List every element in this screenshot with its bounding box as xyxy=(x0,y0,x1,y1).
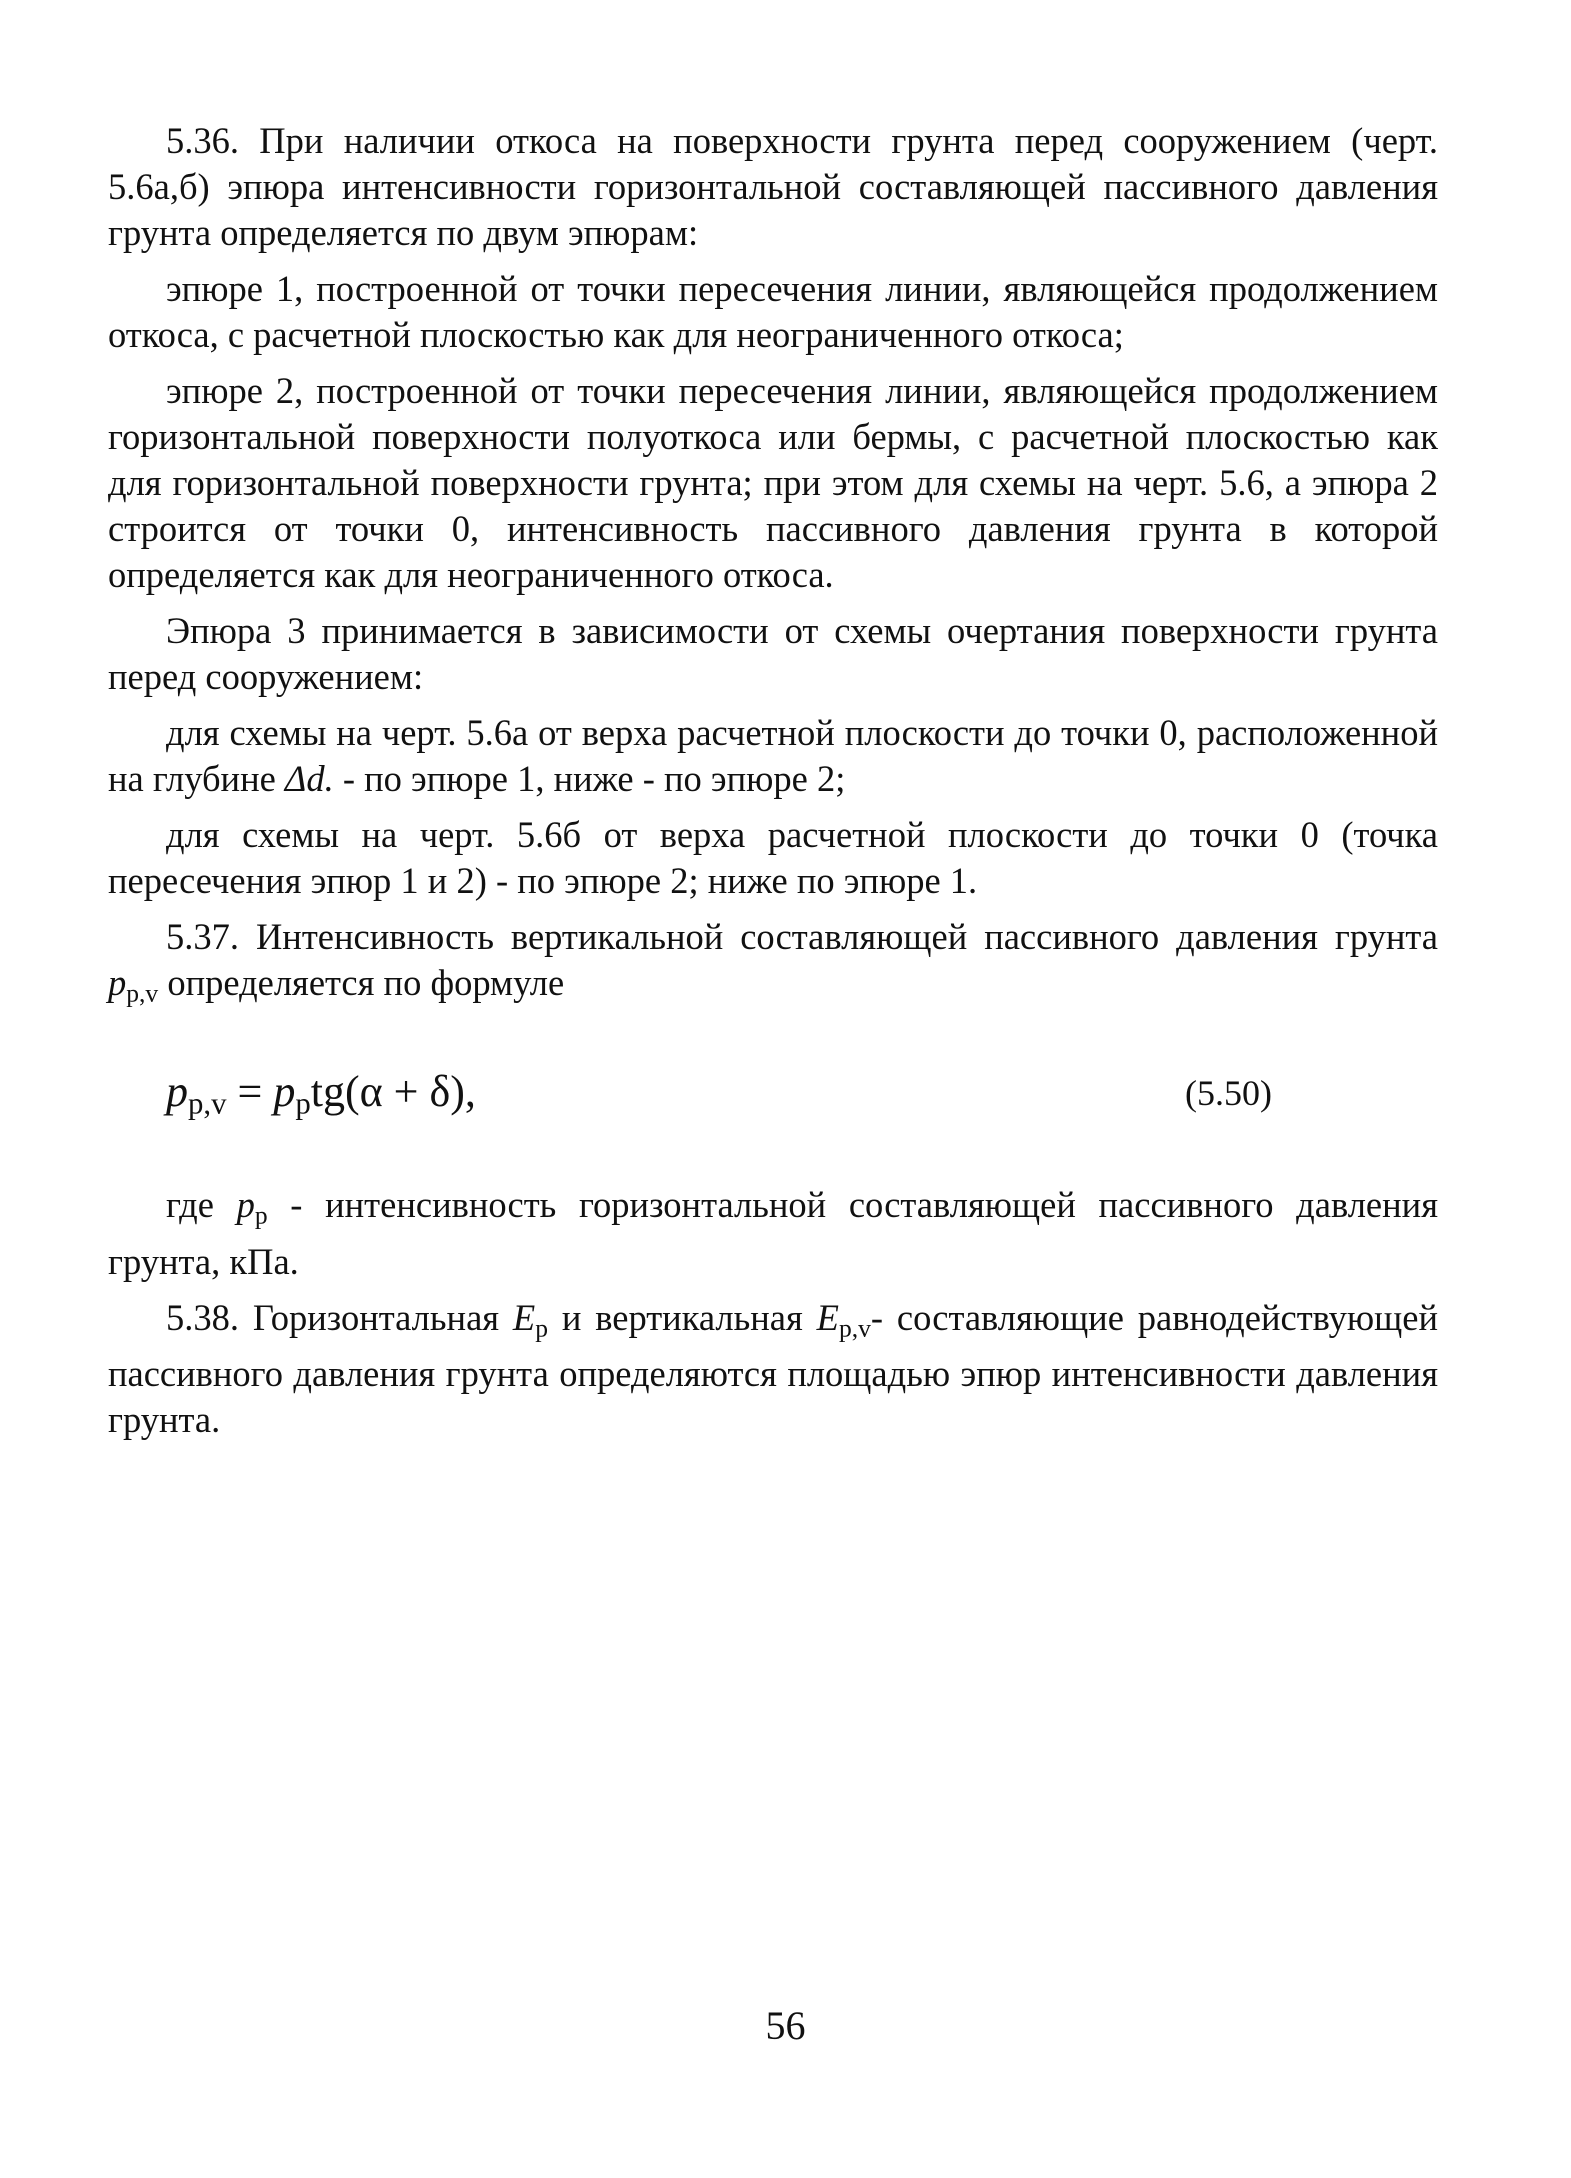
formula-rhs-sub: p xyxy=(295,1087,311,1122)
pp-symbol xyxy=(236,1184,268,1230)
paragraph-5-37-tail: определяется по формуле xyxy=(158,962,565,1003)
paragraph-5-37 xyxy=(108,914,1438,1016)
formula-lhs-sub: p,v xyxy=(188,1087,227,1122)
document-page xyxy=(108,118,1438,1453)
paragraph-scheme-6a-text: для схемы на черт. 5.6а от верха расчетной плоскости до точки 0, расположенной на глубине xyxy=(108,712,1438,799)
epv-symbol xyxy=(816,1296,871,1343)
paragraph-scheme-6a-tail: - по эпюре 1, ниже - по эпюре 2; xyxy=(333,758,846,799)
paragraph-where-pp xyxy=(108,1182,1438,1284)
page-number: 56 xyxy=(765,2003,806,2048)
paragraph-where-lead: где xyxy=(166,1184,237,1226)
epv-symbol-sub: p,v xyxy=(838,1313,871,1343)
ppv-symbol xyxy=(108,962,159,1008)
ppv-symbol-sub: p,v xyxy=(126,978,159,1008)
paragraph-epure-1: эпюре 1, построенной от точки пересечения линии, являющейся продолжением откоса, с расчетной плоскостью как для неограниченного откоса; xyxy=(108,268,1438,355)
delta-d-symbol: Δd. xyxy=(284,758,334,799)
pp-symbol-sub: p xyxy=(254,1200,268,1230)
formula-5-50 xyxy=(108,1058,1438,1138)
formula-rhs-rest: tg(α + δ), xyxy=(310,1067,476,1117)
formula-equals: = xyxy=(226,1067,274,1117)
paragraph-scheme-6b: для схемы на черт. 5.6б от верха расчетной плоскости до точки 0 (точка пересечения эпюр 1 и 2) - по эпюре 2; ниже по эпюре 1. xyxy=(108,814,1438,901)
ep-symbol xyxy=(512,1296,548,1343)
paragraph-5-38-mid: и вертикальная xyxy=(548,1296,817,1338)
paragraph-where-tail: - интенсивность горизонтальной составляющей пассивного давления грунта, кПа. xyxy=(108,1184,1438,1282)
paragraph-5-38-tail: - составляющие равнодействующей пассивного давления грунта определяются площадью эпюр интенсивности давления грунта. xyxy=(108,1296,1438,1441)
ppv-symbol-base: p xyxy=(108,962,127,1003)
ep-symbol-base: E xyxy=(512,1296,536,1338)
formula-rhs-p: p xyxy=(273,1067,296,1117)
pp-symbol-base: p xyxy=(236,1184,255,1226)
paragraph-epure-2: эпюре 2, построенной от точки пересечения линии, являющейся продолжением горизонтальной поверхности полуоткоса или бермы, с расчетной плоскостью как для горизонтальной поверхности грунта; при этом для схемы на черт. 5.6, а эпюра 2 строится от точки 0, интенсивность пассивного давления грунта в которой определяется как для неограниченного откоса. xyxy=(108,370,1438,595)
paragraph-5-37-text: 5.37. Интенсивность вертикальной составляющей пассивного давления грунта xyxy=(166,916,1438,957)
paragraph-scheme-6a xyxy=(108,710,1438,802)
formula-body xyxy=(166,1066,476,1122)
paragraph-5-36: 5.36. При наличии откоса на поверхности грунта перед сооружением (черт. 5.6а,б) эпюра интенсивности горизонтальной составляющей пассивного давления грунта определяется по двум эпюрам: xyxy=(108,120,1438,253)
formula-number: (5.50) xyxy=(1185,1073,1272,1114)
paragraph-epure-3: Эпюра 3 принимается в зависимости от схемы очертания поверхности грунта перед сооружением: xyxy=(108,610,1438,697)
formula-lhs: p xyxy=(166,1067,188,1117)
paragraph-5-38 xyxy=(108,1295,1438,1443)
epv-symbol-base: E xyxy=(816,1296,839,1338)
paragraph-5-38-lead: 5.38. Горизонтальная xyxy=(166,1296,513,1338)
ep-symbol-sub: p xyxy=(535,1313,548,1343)
